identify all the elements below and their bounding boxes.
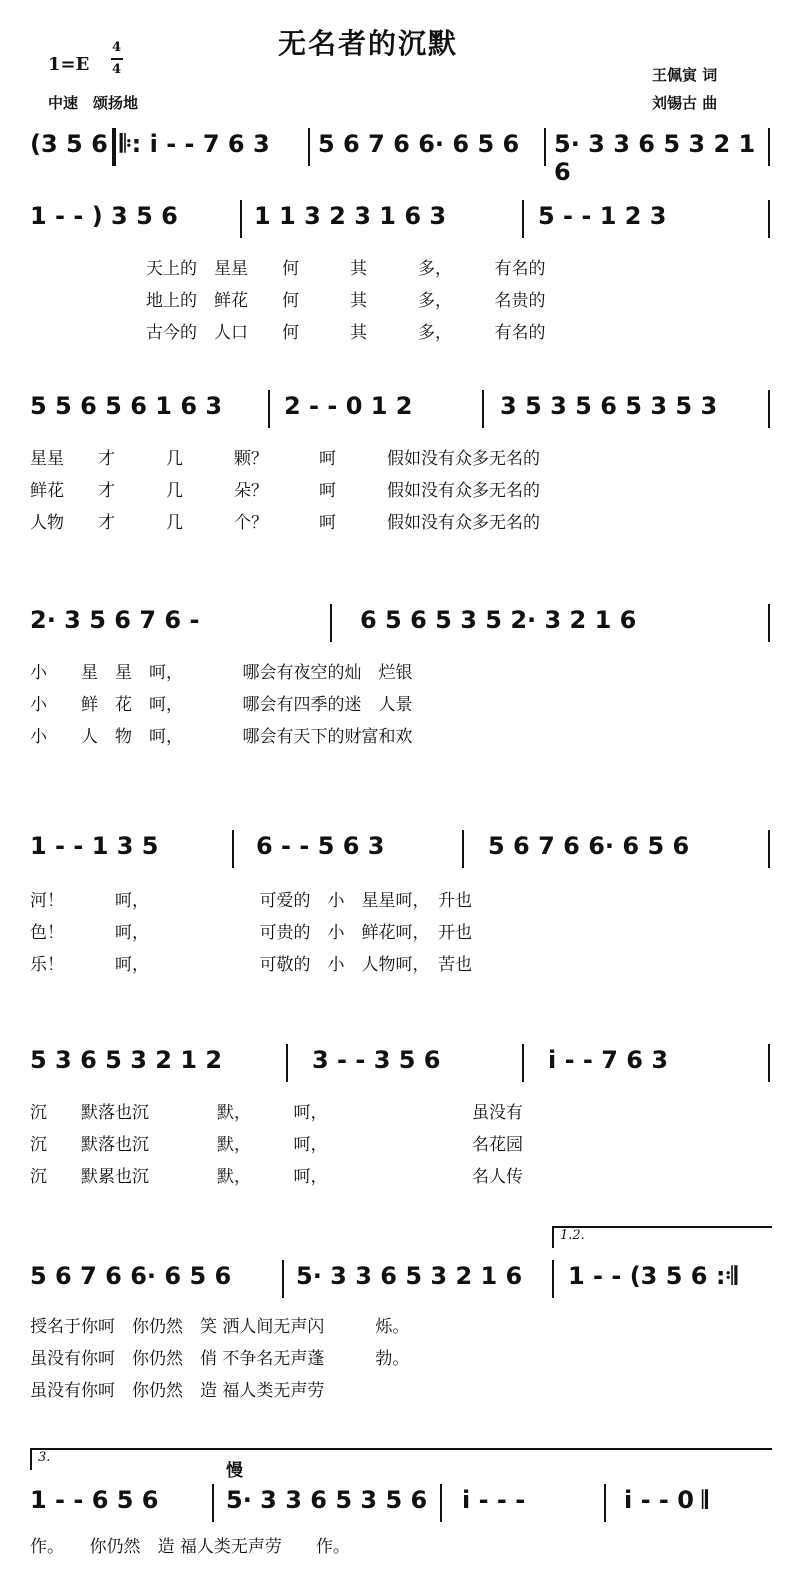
barline xyxy=(544,128,546,166)
measure: 2· 3 5 6 7 6 - xyxy=(30,606,200,634)
lyric-verse-2: 地上的 鲜花 何 其 多， 名贵的 xyxy=(146,291,546,311)
lyric-verse-1: 小 星 星 呵， 哪会有夜空的灿 烂银 xyxy=(30,663,413,683)
lyric-verse-3: 小 人 物 呵， 哪会有天下的财富和欢 xyxy=(30,727,413,747)
lyric-verse-2: 鲜花 才 几 朵？ 呵 假如没有众多无名的 xyxy=(30,481,540,501)
measure: 5 - - 1 2 3 xyxy=(538,202,667,230)
volta-label: 1.2. xyxy=(560,1228,585,1243)
barline xyxy=(768,830,770,868)
time-signature-top: 4 xyxy=(112,40,122,55)
barline xyxy=(768,390,770,428)
measure: 1 - - ) 3 5 6 xyxy=(30,202,178,230)
barline xyxy=(768,1044,770,1082)
measure: i - - 7 6 3 xyxy=(548,1046,669,1074)
lyricist: 王佩寅 词 xyxy=(652,66,718,84)
volta-bracket xyxy=(30,1448,772,1470)
barline xyxy=(232,830,234,868)
lyric-verse-2: 色！ 呵， 可贵的 小 鲜花呵， 开也 xyxy=(30,923,472,943)
measure: 5 6 7 6 6· 6 5 6 xyxy=(318,130,520,158)
barline xyxy=(212,1484,214,1522)
lyric-verse-3: 虽没有你呵 你仍然 造 福人类无声劳 xyxy=(30,1381,325,1401)
measure: 5 6 7 6 6· 6 5 6 xyxy=(30,1262,232,1290)
lyric-verse-3: 古今的 人口 何 其 多， 有名的 xyxy=(146,323,546,343)
measure: 6 5 6 5 3 5 2· 3 2 1 6 xyxy=(360,606,637,634)
tempo-marking: 中速 颂扬地 xyxy=(48,94,139,112)
measure: 1 - - 1 3 5 xyxy=(30,832,159,860)
barline xyxy=(112,128,116,166)
measure: 1 1 3 2 3 1 6 3 xyxy=(254,202,447,230)
barline xyxy=(604,1484,606,1522)
lyric-verse-1: 河！ 呵， 可爱的 小 星星呵， 升也 xyxy=(30,891,472,911)
lyric-verse-1: 星星 才 几 颗？ 呵 假如没有众多无名的 xyxy=(30,449,540,469)
barline xyxy=(768,200,770,238)
barline xyxy=(768,604,770,642)
measure: 𝄆: i - - 7 6 3 xyxy=(120,130,270,158)
barline xyxy=(482,390,484,428)
lyric-verse-1: 沉 默落也沉 默， 呵， 虽没有 xyxy=(30,1103,523,1123)
measure: 5· 3 3 6 5 3 2 1 6 xyxy=(296,1262,523,1290)
measure: 5 5 6 5 6 1 6 3 xyxy=(30,392,223,420)
barline xyxy=(308,128,310,166)
barline xyxy=(330,604,332,642)
time-signature-bottom: 4 xyxy=(112,62,122,77)
measure: 2 - - 0 1 2 xyxy=(284,392,413,420)
measure: i - - 0 𝄂 xyxy=(624,1486,708,1514)
volta-bracket xyxy=(552,1226,772,1248)
barline xyxy=(240,200,242,238)
barline xyxy=(440,1484,442,1522)
measure: 1 - - 6 5 6 xyxy=(30,1486,159,1514)
key-signature: 1=E xyxy=(48,54,90,75)
tempo-mark-slow: 慢 xyxy=(226,1461,243,1481)
measure: 1 - - (3 5 6 :𝄇 xyxy=(568,1262,738,1290)
measure: 5· 3 3 6 5 3 2 1 6 xyxy=(554,130,756,186)
barline xyxy=(462,830,464,868)
lyric-verse-2: 小 鲜 花 呵， 哪会有四季的迷 人景 xyxy=(30,695,413,715)
lyric-verse-2: 虽没有你呵 你仍然 俏 不争名无声蓬 勃。 xyxy=(30,1349,410,1369)
measure: 5 3 6 5 3 2 1 2 xyxy=(30,1046,223,1074)
lyric-verse-1: 作。 你仍然 造 福人类无声劳 作。 xyxy=(30,1537,350,1557)
lyric-verse-1: 天上的 星星 何 其 多， 有名的 xyxy=(146,259,546,279)
measure: (3 5 6 xyxy=(30,130,108,158)
measure: 6 - - 5 6 3 xyxy=(256,832,385,860)
time-signature-line xyxy=(111,58,123,60)
measure: 3 5 3 5 6 5 3 5 3 xyxy=(500,392,718,420)
barline xyxy=(282,1260,284,1298)
composer: 刘锡古 曲 xyxy=(652,94,718,112)
lyric-verse-3: 沉 默累也沉 默， 呵， 名人传 xyxy=(30,1167,523,1187)
measure: 5 6 7 6 6· 6 5 6 xyxy=(488,832,690,860)
barline xyxy=(522,1044,524,1082)
barline xyxy=(768,128,770,166)
barline xyxy=(552,1260,554,1298)
barline xyxy=(286,1044,288,1082)
lyric-verse-2: 沉 默落也沉 默， 呵， 名花园 xyxy=(30,1135,523,1155)
barline xyxy=(268,390,270,428)
lyric-verse-1: 授名于你呵 你仍然 笑 洒人间无声闪 烁。 xyxy=(30,1317,410,1337)
volta-label: 3. xyxy=(38,1450,51,1465)
lyric-verse-3: 人物 才 几 个？ 呵 假如没有众多无名的 xyxy=(30,513,540,533)
measure: 3 - - 3 5 6 xyxy=(312,1046,441,1074)
measure: 5· 3 3 6 5 3 5 6 xyxy=(226,1486,428,1514)
lyric-verse-3: 乐！ 呵， 可敬的 小 人物呵， 苦也 xyxy=(30,955,472,975)
barline xyxy=(522,200,524,238)
measure: i - - - xyxy=(462,1486,526,1514)
song-title: 无名者的沉默 xyxy=(278,27,459,60)
